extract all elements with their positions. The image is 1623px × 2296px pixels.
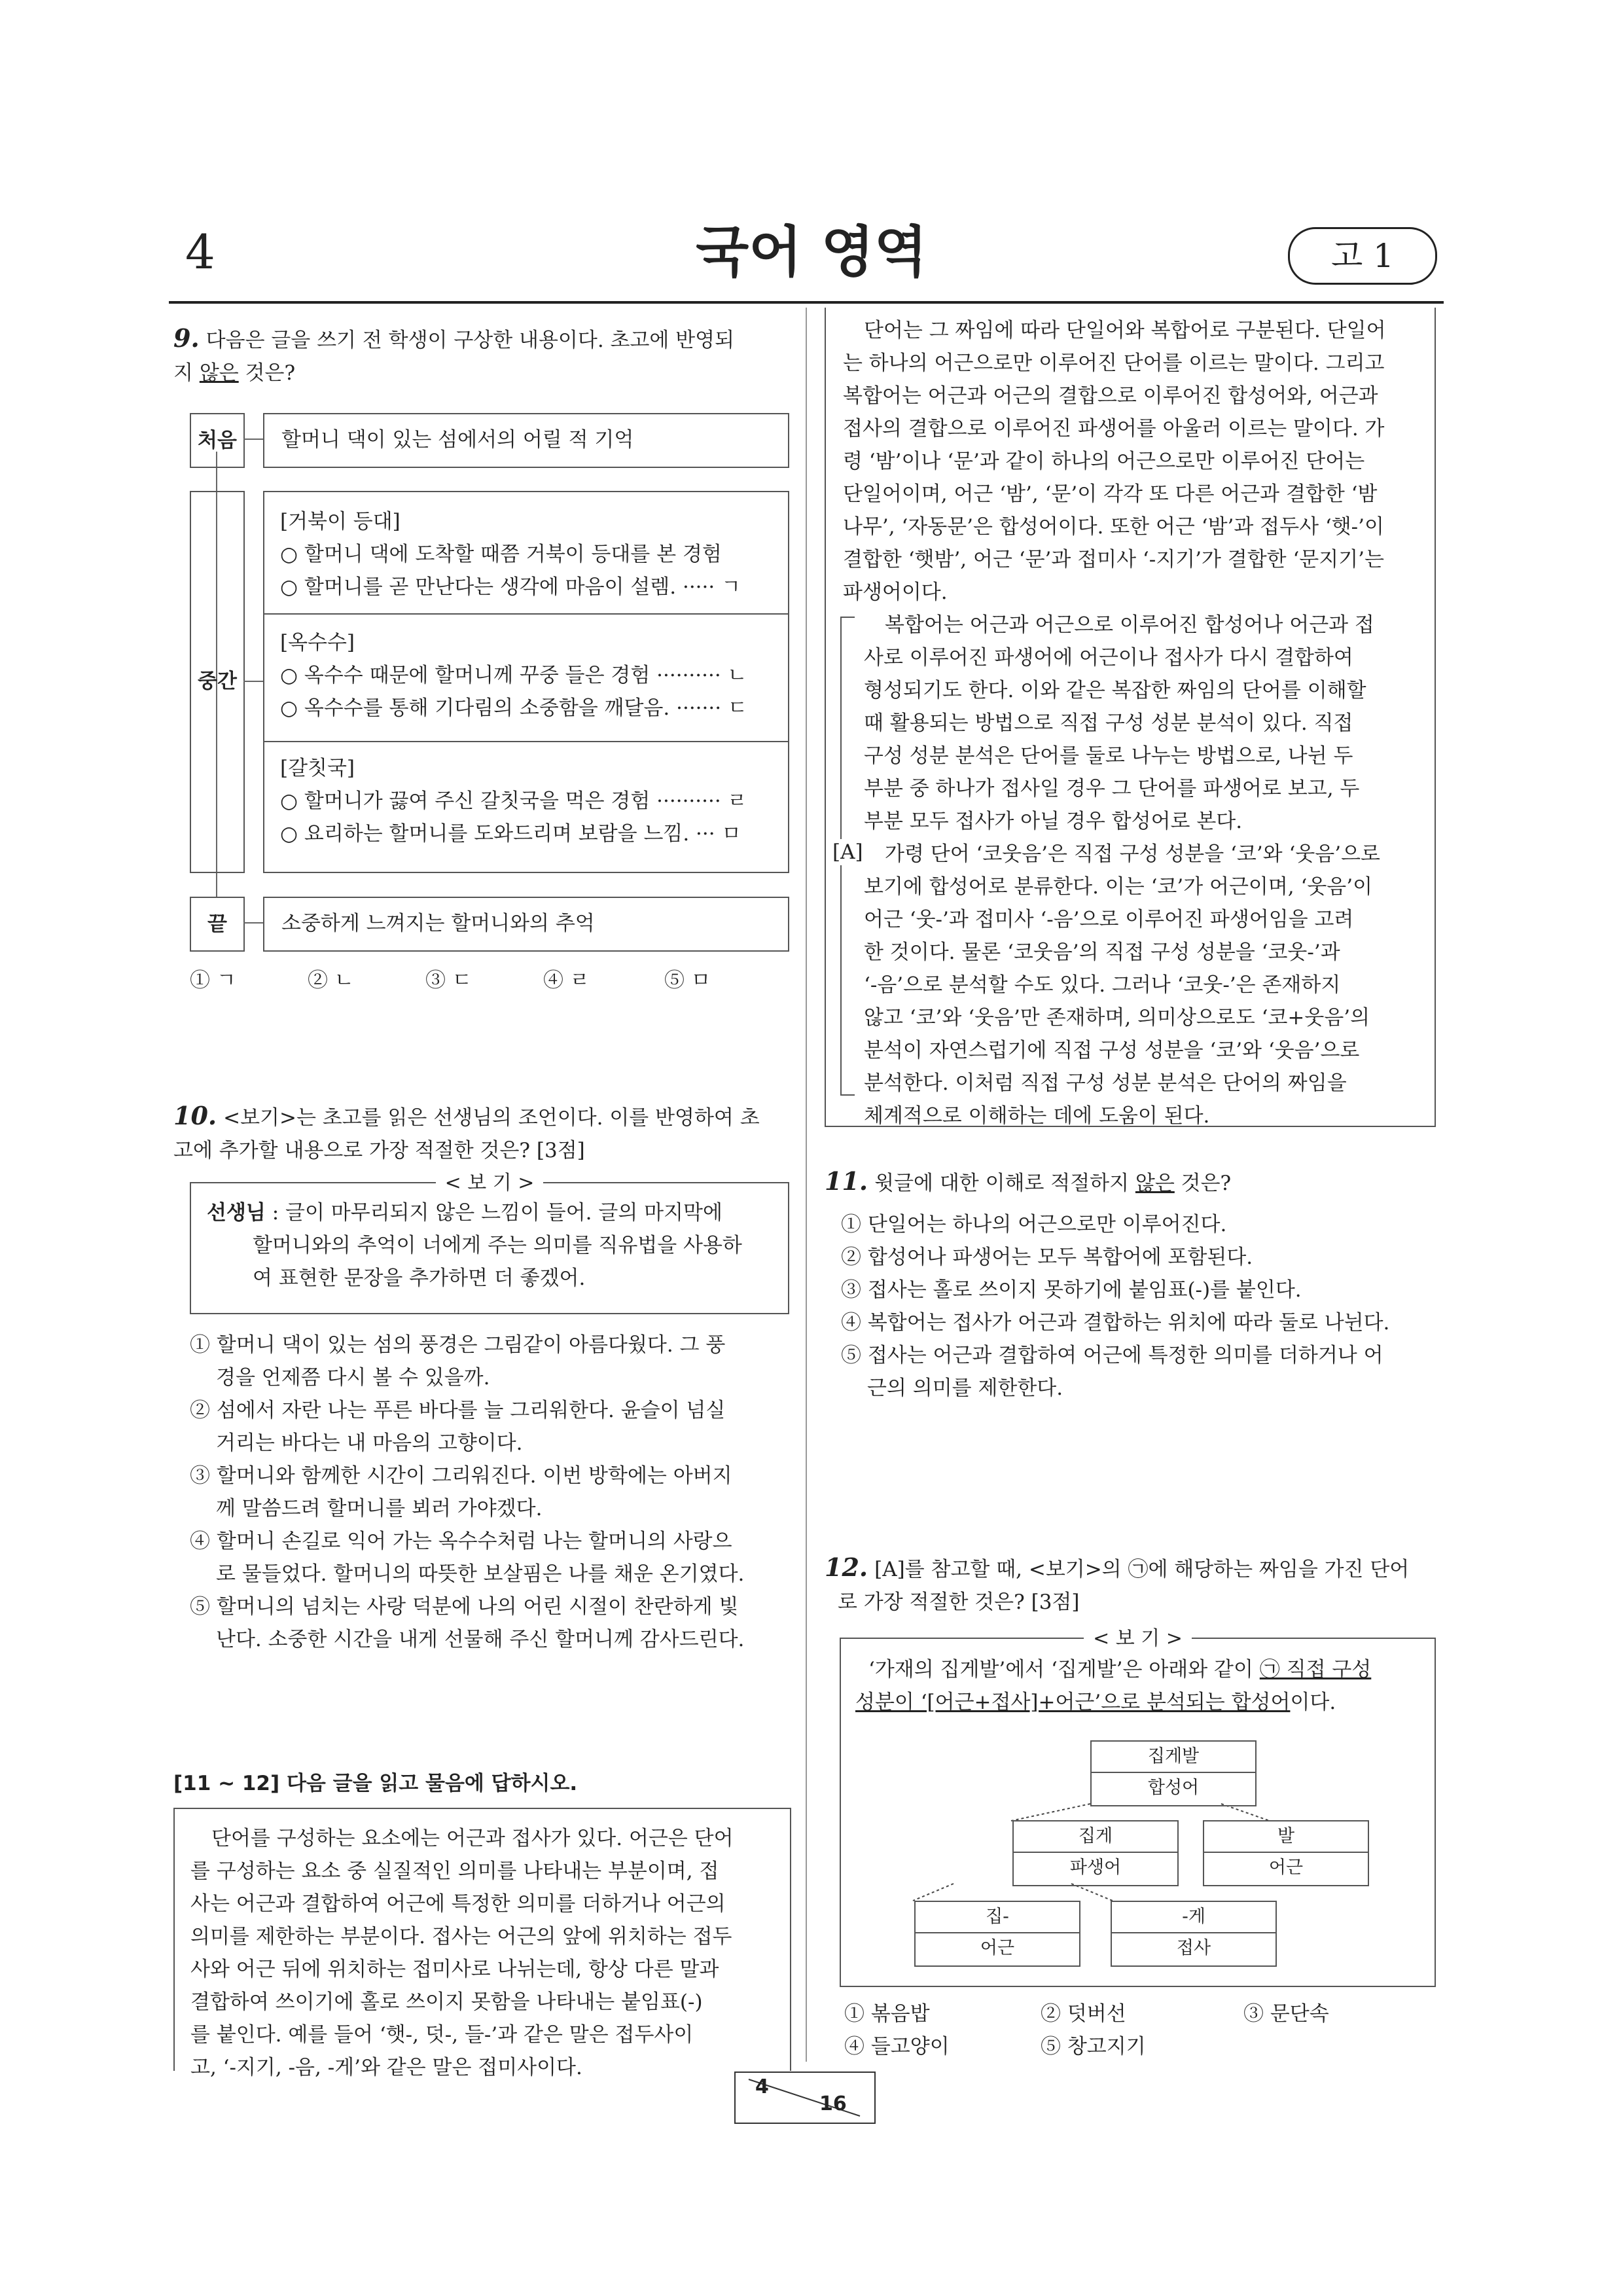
stage-tick [243, 439, 263, 440]
q9-option[interactable]: ① ㄱ [190, 969, 236, 992]
grade-label: 고 1 [1330, 237, 1394, 275]
page-title: 국어 영역 [696, 220, 927, 284]
teacher-label: 선생님 [207, 1201, 266, 1225]
q10-bogi-title [191, 1170, 788, 1196]
q11-option[interactable]: ④ 복합어는 접사가 어근과 결합하는 위치에 따라 둘로 나뉜다. [841, 1311, 1390, 1335]
middle-section [280, 505, 777, 603]
section-divider [264, 613, 788, 615]
q9-prompt-line2c: 것은? [238, 361, 296, 385]
teacher-line: 여 표현한 문장을 추가하면 더 좋겠어. [253, 1266, 586, 1290]
q12-number: 12. [825, 1552, 868, 1582]
q11-prompt-a: 윗글에 대한 이해로 적절하지 [874, 1172, 1135, 1195]
q11-option[interactable]: ③ 접사는 홀로 쓰이지 못하기에 붙임표(-)를 붙인다. [841, 1278, 1302, 1302]
q9-prompt-line1: 다음은 글을 쓰기 전 학생이 구상한 내용이다. 초고에 반영되 [205, 329, 735, 352]
q12-option[interactable]: ⑤ 창고지기 [1041, 2035, 1146, 2058]
tree-node-mid-right: 발 어근 [1203, 1820, 1369, 1886]
page-number: 4 [185, 224, 215, 279]
section-item: ○ 할머니를 곧 만난다는 생각에 마음이 설렘. ····· ㄱ [280, 575, 741, 599]
q10-options [190, 1329, 789, 1656]
q11-options [841, 1208, 1433, 1405]
q10-prompt [173, 1100, 789, 1167]
passage-right-box [825, 308, 1436, 1127]
grade-badge [1288, 227, 1437, 285]
page-indicator [734, 2072, 876, 2124]
tree-node-root: 집게발 합성어 [1090, 1740, 1257, 1806]
q10-option[interactable]: ① 할머니 댁이 있는 섬의 풍경은 그림같이 아름다웠다. 그 풍 경을 언제쯤 다시 볼 수 있을까. [190, 1333, 726, 1390]
stage-end-label [190, 897, 245, 952]
q11-prompt-underline: 않은 [1135, 1172, 1175, 1195]
passage-right-text: 단어는 그 짜임에 따라 단일어와 복합어로 구분된다. 단일어 는 하나의 어근으로만 이루어진 단어를 이르는 말이다. 그리고 복합어는 어근과 어근의 결합으로 이루어진 합성어와, 어근과 접사의 결합으로 이루어진 파생어를 아울러 이르는 말이다. 가 령 ‘밤’이나 ‘문’과 같이 하나의 어근으로만 이루어진 단어는 단일어이며, 어근 ‘밤’, ‘문’이 각각 또 다른 어근과 결합한 ‘밤 나무’, ‘자동문’은 합성어이다. 또한 어근 ‘밤’과 접두사 ‘햇-’이 결합한 ‘햇밤’, 어근 ‘문’과 접미사 ‘-지기’가 결합한 ‘문지기’는 파생어이다. [843, 319, 1386, 604]
q9-option[interactable]: ⑤ ㅁ [664, 969, 711, 992]
page-current: 4 [755, 2075, 769, 2098]
q12-prompt-line: [A]를 참고할 때, <보기>의 ㉠에 해당하는 짜임을 가진 단어 [874, 1558, 1410, 1581]
stage-start-text: 할머니 댁이 있는 섬에서의 어릴 적 기억 [281, 428, 634, 452]
stage-end-box [263, 897, 789, 952]
section-title: [거북이 등대] [280, 510, 401, 533]
stage-middle-box [263, 491, 789, 873]
teacher-line: 할머니와의 추억이 너에게 주는 의미를 직유법을 사용하 [253, 1234, 742, 1257]
tree-node-leaf-right: -게 접사 [1111, 1901, 1277, 1967]
column-divider [806, 308, 807, 2062]
q9-prompt [173, 322, 789, 389]
section-item: ○ 옥수수 때문에 할머니께 꾸중 들은 경험 ·········· ㄴ [280, 664, 747, 687]
q11-option[interactable]: ⑤ 접사는 어근과 결합하여 어근에 특정한 의미를 더하거나 어 근의 의미를 제한한다. [841, 1344, 1383, 1400]
q10-option[interactable]: ③ 할머니와 함께한 시간이 그리워진다. 이번 방학에는 아버지 께 말씀드려 할머니를 뵈러 가야겠다. [190, 1464, 732, 1520]
q9-number: 9. [173, 323, 200, 353]
q10-option[interactable]: ④ 할머니 손길로 익어 가는 옥수수처럼 나는 할머니의 사랑으 로 물들었다. 할머니의 따뜻한 보살핌은 나를 채운 온기였다. [190, 1530, 745, 1586]
section-item: ○ 요리하는 할머니를 도와드리며 보람을 느낌. ··· ㅁ [280, 822, 741, 846]
q12-option[interactable]: ② 덧버선 [1041, 2002, 1126, 2026]
header-rule [169, 301, 1444, 304]
q11-option[interactable]: ① 단일어는 하나의 어근으로만 이루어진다. [841, 1213, 1227, 1236]
stage-end-text: 소중하게 느껴지는 할머니와의 추억 [281, 912, 595, 935]
q10-prompt-line: <보기>는 초고를 읽은 선생님의 조언이다. 이를 반영하여 초 [223, 1106, 760, 1130]
q11-option[interactable]: ② 합성어나 파생어는 모두 복합어에 포함된다. [841, 1246, 1253, 1269]
group-heading: [11 ~ 12] 다음 글을 읽고 물음에 답하시오. [173, 1772, 578, 1795]
section-title: [갈칫국] [280, 757, 355, 780]
q10-teacher-comment [207, 1196, 783, 1295]
q10-bogi-title-text: < 보 기 > [436, 1172, 544, 1194]
q11-number: 11. [825, 1166, 868, 1196]
q12-prompt-line: 로 가장 적절한 것은? [3점] [838, 1590, 1080, 1614]
q10-option[interactable]: ② 섬에서 자란 나는 푸른 바다를 늘 그리워한다. 윤슬이 넘실 거리는 바다는 내 마음의 고향이다. [190, 1399, 726, 1455]
q12-bogi-text: ‘가재의 집게발’에서 ‘집게발’은 아래와 같이 ㉠ 직접 구성 성분이 ‘[어근+접사]+어근’으로 분석되는 합성어이다. [855, 1658, 1372, 1714]
passage-left-box [173, 1808, 791, 2079]
section-title: [옥수수] [280, 631, 355, 655]
teacher-line: : 글이 마무리되지 않은 느낌이 들어. 글의 마지막에 [272, 1201, 722, 1225]
q12-bogi-title-text: < 보 기 > [1084, 1627, 1192, 1650]
q12-bogi-box [840, 1627, 1436, 1987]
stage-start-label-text: 처음 [198, 429, 237, 452]
section-item: ○ 할머니가 끓여 주신 갈칫국을 먹은 경험 ·········· ㄹ [280, 789, 747, 813]
stage-end-label-text: 끝 [207, 912, 227, 936]
q9-option[interactable]: ④ ㄹ [543, 969, 590, 992]
q9-option[interactable]: ② ㄴ [308, 969, 354, 992]
page-total: 16 [819, 2092, 847, 2115]
q11-prompt-c: 것은? [1174, 1172, 1232, 1195]
section-divider [264, 741, 788, 742]
bracket-A-label: [A] [832, 840, 863, 864]
tree-node-mid-left: 집게 파생어 [1012, 1820, 1179, 1886]
q11-prompt [825, 1165, 1433, 1200]
flow-connector [216, 877, 217, 897]
middle-section [280, 626, 777, 725]
q10-number: 10. [173, 1101, 217, 1130]
stage-start-box [263, 413, 789, 468]
q9-prompt-line2a: 지 [173, 361, 200, 385]
q10-bogi-box [190, 1172, 789, 1314]
stage-middle-label [190, 491, 245, 873]
q12-option[interactable]: ① 볶음밥 [844, 2002, 930, 2026]
q10-option[interactable]: ⑤ 할머니의 넘치는 사랑 덕분에 나의 어린 시절이 찬란하게 빛 난다. 소중한 시간을 내게 선물해 주신 할머니께 감사드린다. [190, 1595, 745, 1651]
q9-option[interactable]: ③ ㄷ [425, 969, 472, 992]
q12-option[interactable]: ③ 문단속 [1243, 2002, 1329, 2026]
middle-section [280, 752, 777, 850]
stage-start-label [190, 413, 245, 468]
stage-tick [243, 681, 263, 682]
q10-prompt-line: 고에 추가할 내용으로 가장 적절한 것은? [3점] [173, 1139, 585, 1162]
tree-node-leaf-left: 집- 어근 [914, 1901, 1080, 1967]
passage-A-text: 복합어는 어근과 어근으로 이루어진 합성어나 어근과 접 사로 이루어진 파생어에 어근이나 접사가 다시 결합하여 형성되기도 한다. 이와 같은 복잡한 짜임의 단어를 이해할 때 활용되는 방법으로 직접 구성 성분 분석이 있다. 직접 구성 성분 분석은 단어를 둘로 나누는 방법으로, 나뉜 두 부분 중 하나가 접사일 경우 그 단어를 파생어로 보고, 두 부분 모두 접사가 아닐 경우 합성어로 본다. 가령 단어 ‘코웃음’은 직접 구성 성분을 ‘코’와 ‘웃음’으로 보기에 합성어로 분류한다. 이는 ‘코’가 어근이며, ‘웃음’이 어근 ‘웃-’과 접미사 ‘-음’으로 이루어진 파생어임을 고려 한 것이다. 물론 ‘코웃음’의 직접 구성 성분을 ‘코웃-’과 ‘-음’으로 분석할 수도 있다. 그러나 ‘코웃-’은 존재하지 않고 ‘코’와 ‘웃음’만 존재하며, 의미상으로도 ‘코+웃음’의 분석이 자연스럽기에 직접 구성 성분을 ‘코’와 ‘웃음’으로 분석한다. 이처럼 직접 구성 성분 분석은 단어의 짜임을 체계적으로 이해하는 데에 도움이 된다. [864, 613, 1380, 1128]
passage-left-text: 단어를 구성하는 요소에는 어근과 접사가 있다. 어근은 단어 를 구성하는 요소 중 실질적인 의미를 나타내는 부분이며, 접 사는 어근과 결합하여 어근에 특정한 의미를 더하거나 어근의 의미를 제한하는 부분이다. 접사는 어근의 앞에 위치하는 접두 사와 어근 뒤에 위치하는 접미사로 나뉘는데, 항상 다른 말과 결합하여 쓰이기에 홀로 쓰이지 못함을 나타내는 붙임표(-) 를 붙인다. 예를 들어 ‘햇-, 덧-, 들-’과 같은 말은 접두사이 고, ‘-지기, -음, -게’와 같은 말은 접미사이다. [190, 1827, 734, 2079]
section-item: ○ 할머니 댁에 도착할 때쯤 거북이 등대를 본 경험 [280, 543, 722, 566]
q12-option[interactable]: ④ 들고양이 [844, 2035, 950, 2058]
stage-middle-label-text: 중간 [198, 670, 237, 693]
q9-prompt-underline: 않은 [199, 361, 239, 385]
section-item: ○ 옥수수를 통해 기다림의 소중함을 깨달음. ······· ㄷ [280, 696, 747, 720]
q12-prompt [825, 1551, 1433, 1619]
stage-tick [243, 922, 263, 924]
